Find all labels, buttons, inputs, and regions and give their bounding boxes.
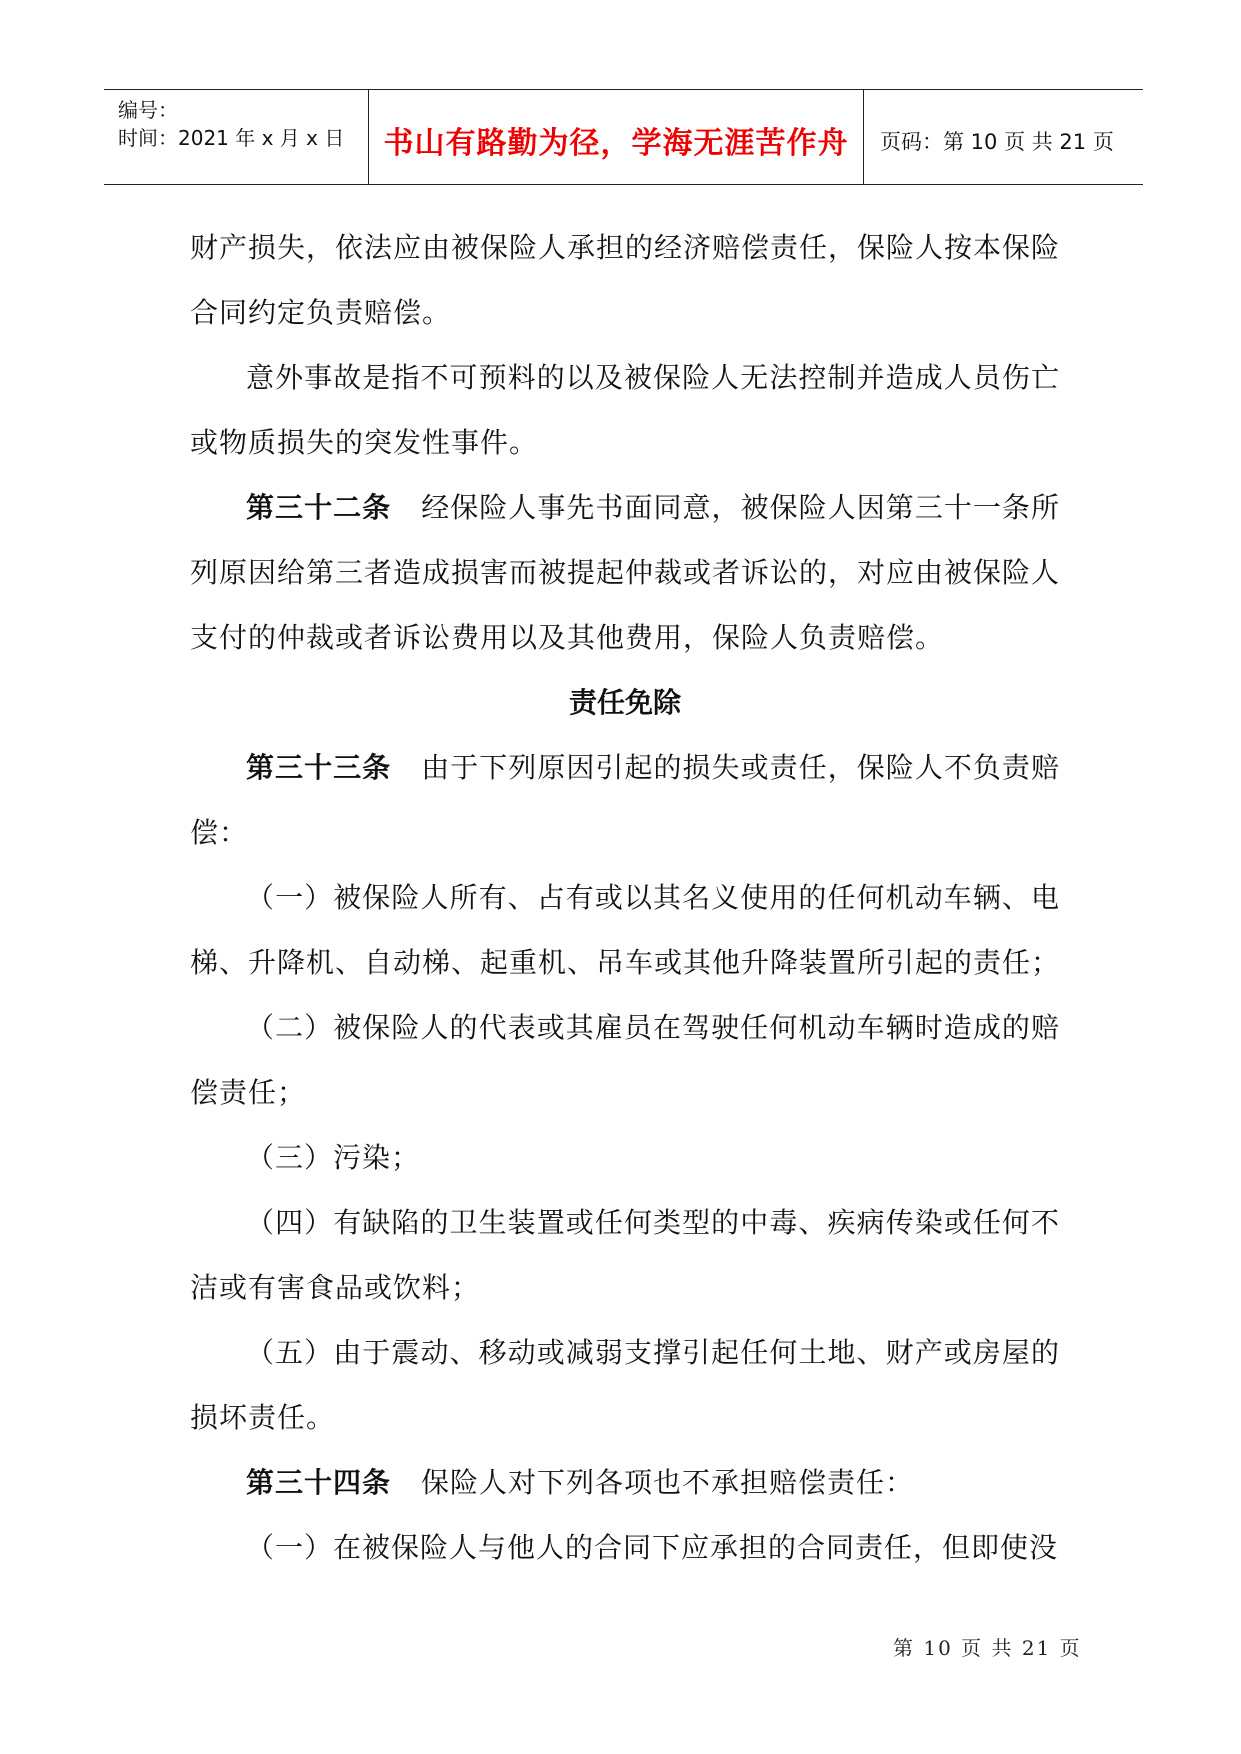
header-page-cell	[864, 90, 1143, 184]
article-title: 第三十二条	[246, 491, 392, 524]
list-item: （一）在被保险人与他人的合同下应承担的合同责任，但即使没	[246, 1531, 1059, 1564]
list-item: （二）被保险人的代表或其雇员在驾驶任何机动车辆时造成的赔偿责任；	[190, 1011, 1060, 1109]
article-title: 第三十三条	[246, 751, 392, 784]
list-item: （一）被保险人所有、占有或以其名义使用的任何机动车辆、电梯、升降机、自动梯、起重机、吊车或其他升降装置所引起的责任；	[190, 881, 1061, 979]
article-32	[190, 475, 1060, 670]
paragraph: 财产损失，依法应由被保险人承担的经济赔偿责任，保险人按本保险合同约定负责赔偿。	[190, 231, 1061, 329]
article-33	[190, 735, 1060, 865]
header-motto-cell	[368, 90, 864, 184]
article-text: 经保险人事先书面同意，被保险人因第三十一条所列原因给第三者造成损害而被提起仲裁或者诉讼的，对应由被保险人支付的仲裁或者诉讼费用以及其他费用，保险人负责赔偿。	[190, 491, 1061, 654]
paragraph: 意外事故是指不可预料的以及被保险人无法控制并造成人员伤亡或物质损失的突发性事件。	[190, 361, 1060, 459]
article-text: 由于下列原因引起的损失或责任，保险人不负责赔偿：	[190, 751, 1060, 849]
article-text: 保险人对下列各项也不承担赔偿责任：	[421, 1466, 915, 1499]
article-34	[190, 1450, 1060, 1515]
header-meta-cell	[104, 90, 368, 184]
document-time-label: 时间：2021 年 x 月 x 日	[118, 126, 345, 150]
article-title: 第三十四条	[246, 1466, 392, 1499]
document-body	[190, 215, 1060, 1580]
header-motto: 书山有路勤为径，学海无涯苦作舟	[383, 126, 849, 161]
list-item: （四）有缺陷的卫生装置或任何类型的中毒、疾病传染或任何不洁或有害食品或饮料；	[190, 1206, 1060, 1304]
list-item: （三）污染；	[246, 1141, 421, 1174]
section-heading: 责任免除	[568, 686, 681, 719]
document-number-label: 编号：	[118, 98, 178, 122]
header-page-info: 页码：第 10 页 共 21 页	[880, 130, 1114, 154]
list-item: （五）由于震动、移动或减弱支撑引起任何土地、财产或房屋的损坏责任。	[190, 1336, 1060, 1434]
document-header	[104, 89, 1143, 185]
page-footer: 第 10 页 共 21 页	[893, 1636, 1082, 1660]
